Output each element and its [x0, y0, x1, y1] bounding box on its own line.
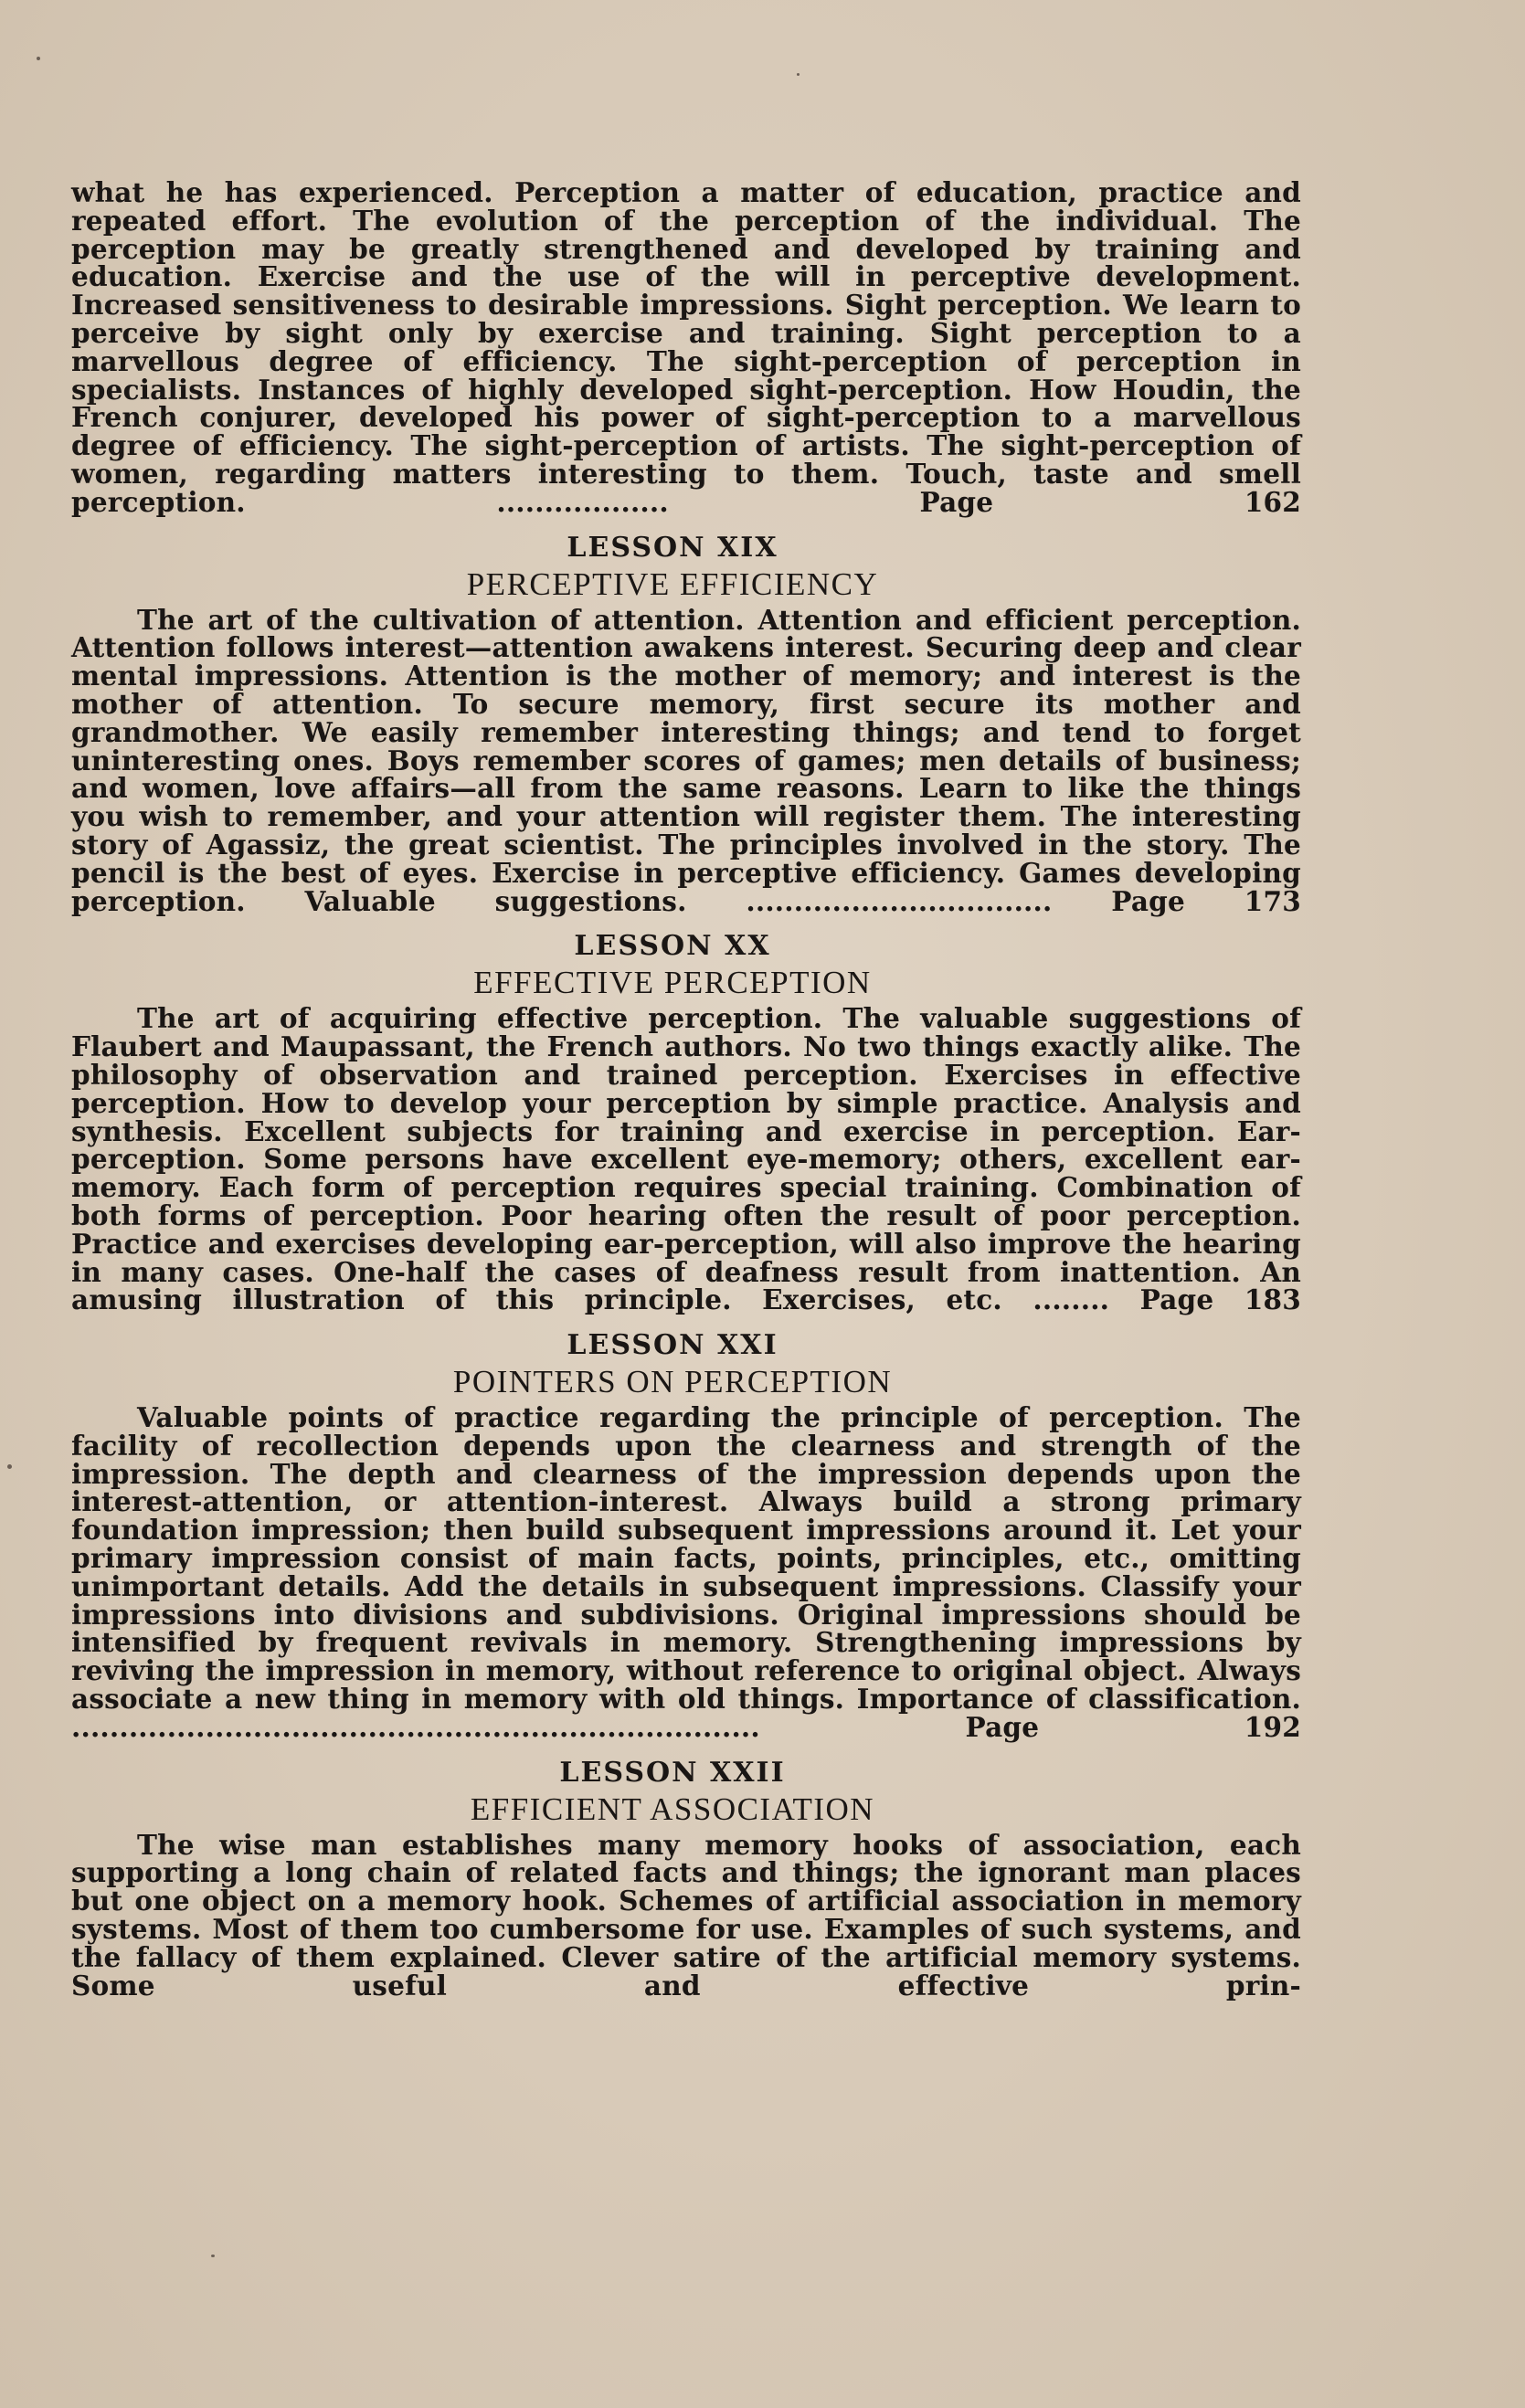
lesson-summary: The wise man establishes many memory hooks of association, each supporting a long chain of related facts and things; the ignorant man places but one object on a memory hook. Schemes of artificial association in memory systems. Most of them too cumbersome for use. Examples of such systems, and the fallacy of them explained. Clever satire of the artificial memory systems. Some useful and effective prin-	[71, 1828, 1301, 2001]
lesson-number: LESSON XIX	[567, 531, 778, 564]
lesson-summary: Valuable points of practice regarding the principle of perception. The facility of recollection depends upon the clearness and strength of the impression. The depth and clearness of the impression depends upon the interest-attention, or attention-interest. Always build a strong primary foundation impression; then build subsequent impressions around it. Let your primary impression consist of main facts, points, principles, etc., omitting unimportant details. Add the details in subsequent impressions. Classify your impressions into divisions and subdivisions. Original impressions should be intensified by frequent revivals in memory. Strengthening impressions by reviving the impression in memory, without reference to original object. Always associate a new thing in memory with old things. Importance of classification. ........................................................................ Page 192	[71, 1401, 1301, 1743]
lesson-title: EFFICIENT ASSOCIATION	[470, 1790, 875, 1827]
paper-speck	[7, 1464, 12, 1469]
lesson-title: EFFECTIVE PERCEPTION	[473, 965, 872, 1001]
lesson-20	[71, 928, 1301, 1315]
lesson-title: POINTERS ON PERCEPTION	[452, 1364, 893, 1400]
intro-paragraph: what he has experienced. Perception a matter of education, practice and repeated effort. The evolution of the perception of the individual. The perception may be greatly strengthened and developed by training and education. Exercise and the use of the will in perceptive development. Increased sensitiveness to desirable impressions. Sight perception. We learn to perceive by sight only by exercise and training. Sight perception to a marvellous degree of efficiency. The sight-perception of perception in specialists. Instances of highly developed sight-perception. How Houdin, the French conjurer, developed his power of sight-perception to a marvellous degree of efficiency. The sight-perception of artists. The sight-perception of women, regarding matters interesting to them. Touch, taste and smell perception. .................. Page 162	[71, 176, 1301, 518]
paper-speck	[211, 2255, 215, 2257]
lesson-21	[71, 1327, 1301, 1742]
lesson-22	[71, 1755, 1301, 2001]
lesson-number: LESSON XXI	[567, 1329, 778, 1362]
lesson-summary: The art of acquiring effective perception. The valuable suggestions of Flaubert and Maupassant, the French authors. No two things exactly alike. The philosophy of observation and trained perception. Exercises in effective perception. How to develop your perception by simple practice. Analysis and synthesis. Excellent subjects for training and exercise in perception. Ear-perception. Some persons have excellent eye-memory; others, excellent ear-memory. Each form of perception requires special training. Combination of both forms of perception. Poor hearing often the result of poor perception. Practice and exercises developing ear-perception, will also improve the hearing in many cases. One-half the cases of deafness result from inattention. An amusing illustration of this principle. Exercises, etc. ........ Page 183	[71, 1002, 1301, 1316]
lesson-number: LESSON XXII	[559, 1756, 786, 1789]
lesson-number: LESSON XX	[574, 930, 771, 963]
paper-speck	[797, 73, 800, 76]
lesson-summary: The art of the cultivation of attention. Attention and efficient perception. Attention follows interest—attention awakens interest. Securing deep and clear mental impressions. Attention is the mother of memory; and interest is the mother of attention. To secure memory, first secure its mother and grandmother. We easily remember interesting things; and tend to forget uninteresting ones. Boys remember scores of games; men details of business; and women, love affairs—all from the same reasons. Learn to like the things you wish to remember, and your attention will register them. The interesting story of Agassiz, the great scientist. The principles involved in the story. The pencil is the best of eyes. Exercise in perceptive efficiency. Games developing perception. Valuable suggestions. ................................ Page 173	[71, 603, 1301, 917]
paper-speck	[37, 57, 40, 60]
book-page	[71, 176, 1301, 2001]
lesson-title: PERCEPTIVE EFFICIENCY	[466, 565, 879, 602]
lesson-19	[71, 530, 1301, 916]
